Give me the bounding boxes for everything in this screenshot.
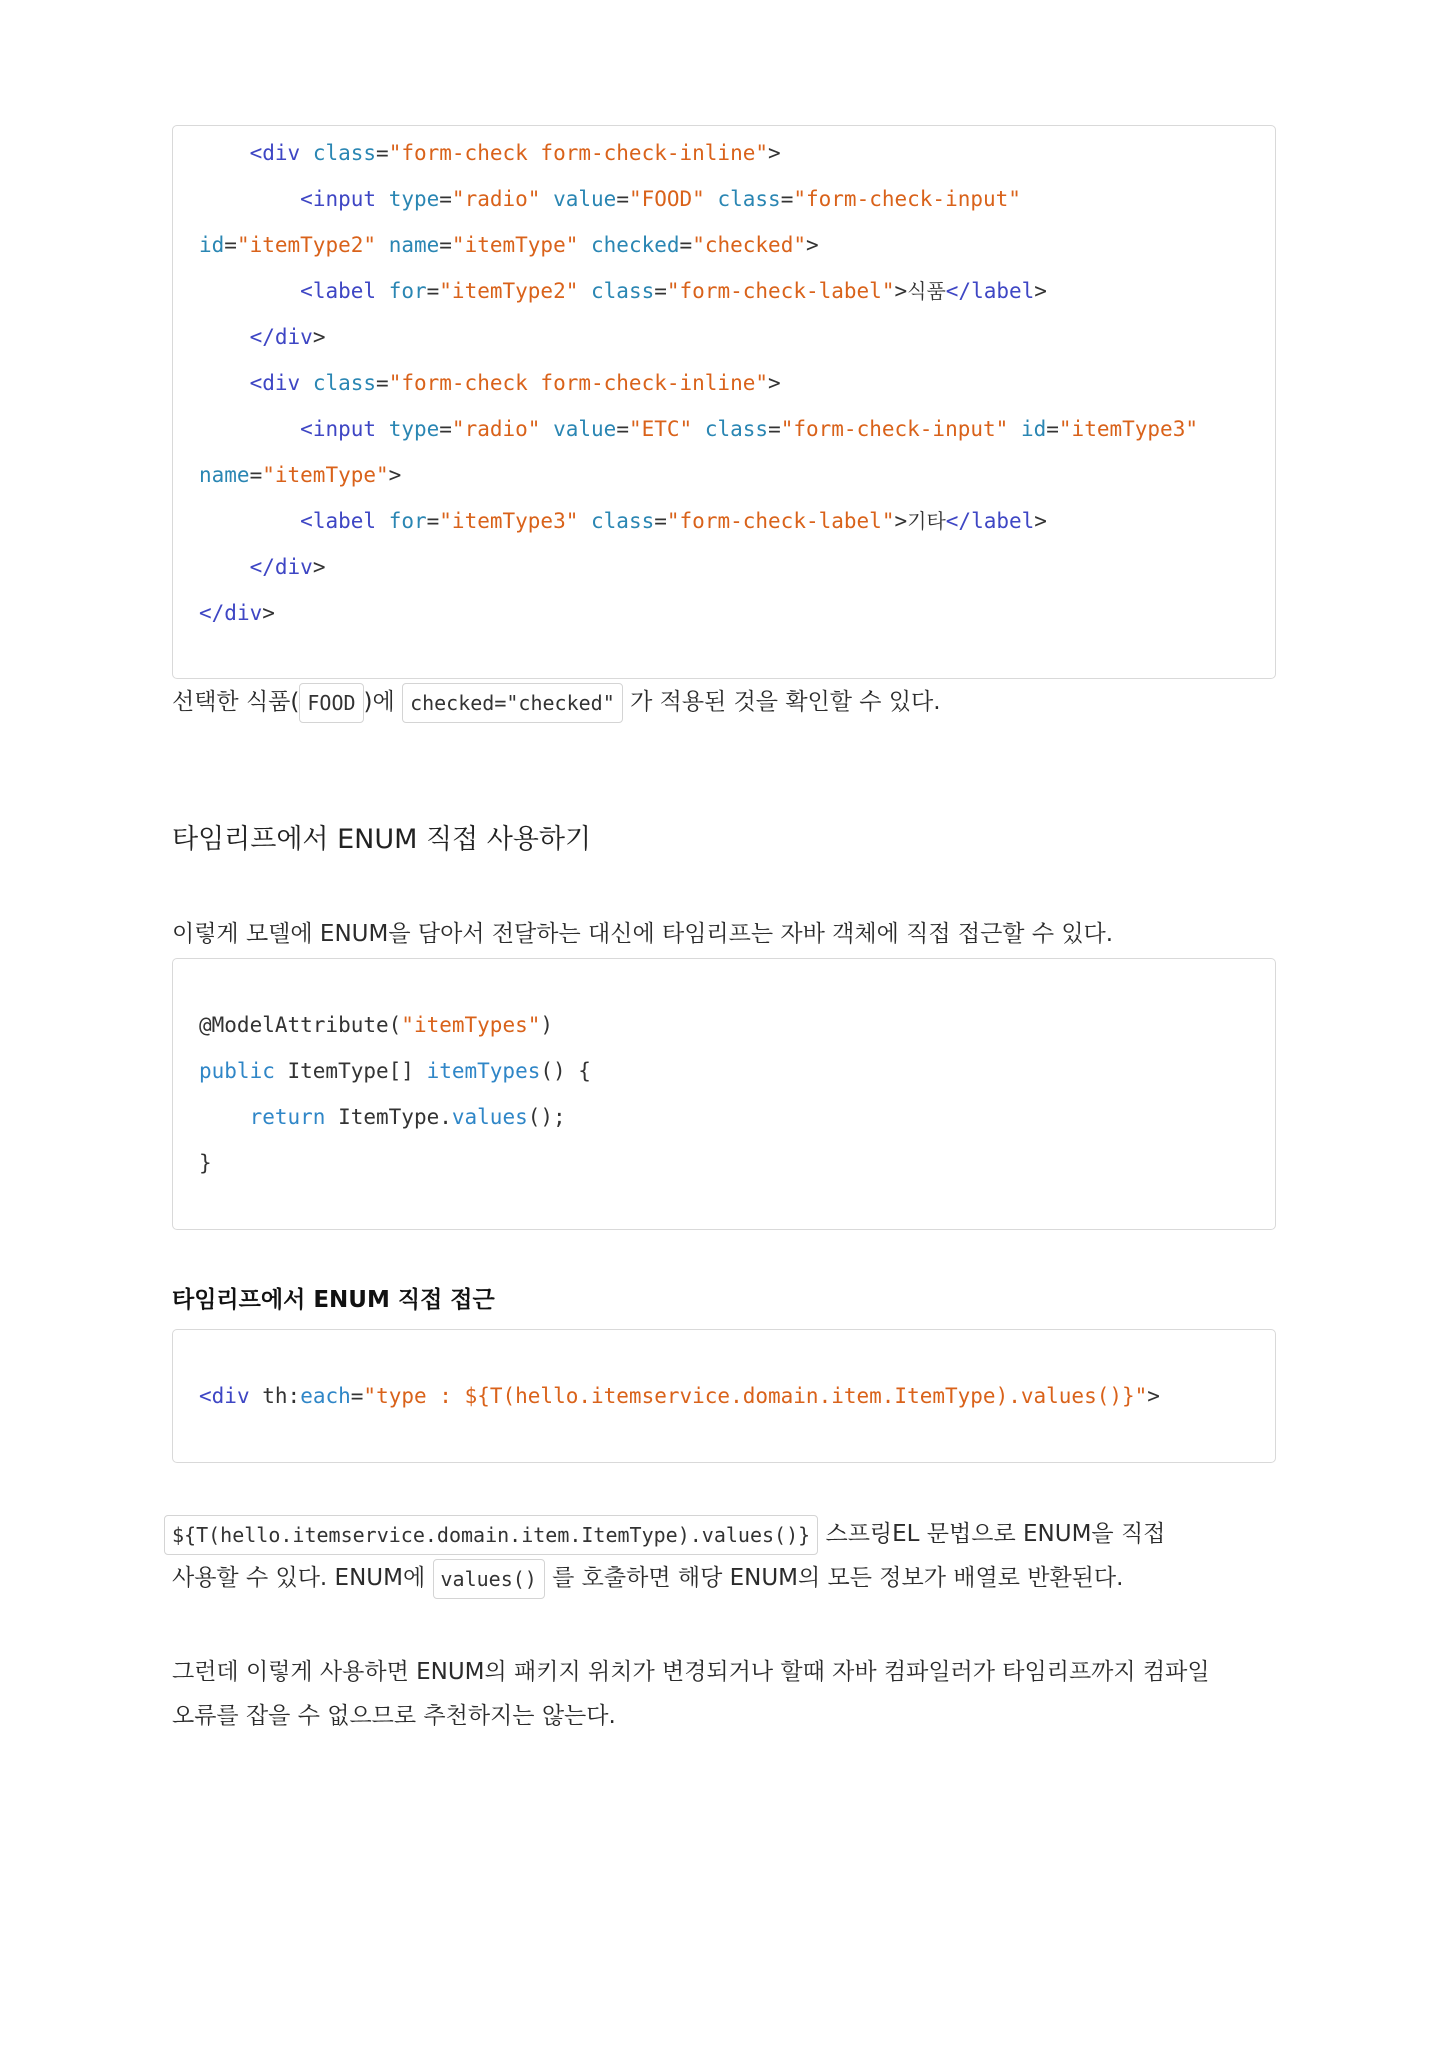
code-line: } bbox=[199, 1151, 212, 1175]
inline-code-food: FOOD bbox=[299, 683, 363, 723]
paragraph-checked-note: 선택한 식품( FOOD )에 checked="checked" 가 적용된 것을 확인할 수 있다. bbox=[172, 680, 1278, 724]
code-line: <input type="radio" value="FOOD" class="form-check-input" bbox=[300, 187, 1021, 211]
code-content bbox=[199, 1010, 591, 1175]
paragraph-intro: 이렇게 모델에 ENUM을 담아서 전달하는 대신에 타임리프는 자바 객체에 직접 접근할 수 있다. bbox=[172, 921, 1114, 947]
code-block-thymeleaf bbox=[172, 1329, 1276, 1463]
code-line: name="itemType"> bbox=[199, 463, 402, 487]
subsection-heading: 타임리프에서 ENUM 직접 접근 bbox=[172, 1287, 495, 1313]
code-line: <div th:each="type : ${T(hello.itemservice.domain.item.ItemType).values()}"> bbox=[199, 1384, 1160, 1408]
section-heading: 타임리프에서 ENUM 직접 사용하기 bbox=[172, 824, 592, 855]
code-line: return ItemType.values(); bbox=[249, 1105, 566, 1129]
code-line: <label for="itemType2" class="form-check-label">식품</label> bbox=[300, 279, 1047, 303]
code-line: <div class="form-check form-check-inline"> bbox=[249, 141, 781, 165]
code-line: <label for="itemType3" class="form-check-label">기타</label> bbox=[300, 509, 1047, 533]
code-content bbox=[199, 138, 1198, 625]
code-line: <input type="radio" value="ETC" class="form-check-input" id="itemType3" bbox=[300, 417, 1198, 441]
code-line: @ModelAttribute("itemTypes") bbox=[199, 1013, 554, 1037]
code-content bbox=[199, 1381, 1160, 1453]
inline-code-values: values() bbox=[433, 1559, 545, 1599]
code-block-html-radio bbox=[172, 125, 1276, 679]
paragraph-spel-explanation: ${T(hello.itemservice.domain.item.ItemType).values()} 스프링EL 문법으로 ENUM을 직접 bbox=[172, 1512, 1278, 1556]
paragraph-spel-explanation-line2: 사용할 수 있다. ENUM에 values() 를 호출하면 해당 ENUM의 모든 정보가 배열로 반환된다. bbox=[172, 1556, 1278, 1600]
paragraph-warning: 그런데 이렇게 사용하면 ENUM의 패키지 위치가 변경되거나 할때 자바 컴파일러가 타임리프까지 컴파일 오류를 잡을 수 없으므로 추천하지는 않는다. bbox=[172, 1659, 1210, 1729]
inline-code-spel: ${T(hello.itemservice.domain.item.ItemType).values()} bbox=[164, 1515, 818, 1555]
code-line: </div> bbox=[249, 555, 326, 579]
code-block-java bbox=[172, 958, 1276, 1230]
inline-code-checked: checked="checked" bbox=[402, 683, 623, 723]
code-line: </div> bbox=[249, 325, 326, 349]
code-line: </div> bbox=[199, 601, 275, 625]
code-line: id="itemType2" name="itemType" checked="checked"> bbox=[199, 233, 819, 257]
code-line: public ItemType[] itemTypes() { bbox=[199, 1059, 591, 1083]
code-line: <div class="form-check form-check-inline"> bbox=[249, 371, 781, 395]
